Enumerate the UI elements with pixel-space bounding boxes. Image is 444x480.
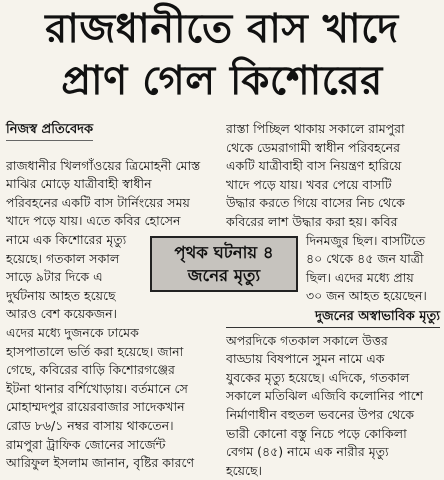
text-line: রামপুরা ট্রাফিক জোনের সার্জেন্ট <box>6 436 166 452</box>
text-line: থেকে ডেমরাগামী স্বাধীন পরিবহনের <box>226 139 400 155</box>
text-line: পরিবহনের একটি বাস টার্নিংয়ের সময় <box>6 194 190 210</box>
text-line: যুবকের মৃত্যু হয়েছে। এদিকে, গতকাল <box>226 369 410 385</box>
text-line: রোড ৮৬/১ নম্বর বাসায় থাকতেন। <box>6 417 174 433</box>
text-line: ৪০ থেকে ৪৫ জন যাত্রী <box>306 251 424 267</box>
text-line: সাড়ে ৯টার দিকে এ <box>6 269 103 285</box>
pull-quote-line-1: পৃথক ঘটনায় ৪ <box>174 243 274 262</box>
text-line: বাড্ডায় বিষপানে সুমন নামে এক <box>226 351 385 367</box>
left-column-text <box>6 157 216 473</box>
text-line: খাদে পড়ে যায়। এতে কবির হোসেন <box>6 213 181 229</box>
text-line: এদের মধ্যে দুজনকে ঢামেক <box>6 324 139 340</box>
text-line: কবিরের লাশ উদ্ধার করা হয়। কবির <box>226 213 398 229</box>
text-line: সকালে মতিঝিল এজিবি কলোনির পাশে <box>226 388 424 404</box>
text-line: দিনমজুর ছিল। বাসটিতে <box>306 232 426 248</box>
text-line: ছিল। এদের মধ্যে প্রায় <box>306 269 414 285</box>
text-line: রাস্তা পিচ্ছিল থাকায় সকালে রামপুরা <box>226 121 405 136</box>
right-column <box>226 120 440 480</box>
text-line: উদ্ধার করতে গিয়ে বাসের নিচ থেকে <box>226 195 405 211</box>
text-line: একটি যাত্রীবাহী বাস নিয়ন্ত্রণ হারিয়ে <box>226 158 402 174</box>
text-line: রাজধানীর খিলগাঁওয়ের ত্রিমোহনী মোস্ত <box>6 157 201 173</box>
text-line: হয়েছে। <box>226 462 263 478</box>
reporter-byline: নিজস্ব প্রতিবেদক <box>6 121 93 141</box>
subheading: দুজনের অস্বাভাবিক মৃত্যু <box>226 308 440 328</box>
text-line: বেগম (৪৫) নামে এক নারীর মৃত্যু <box>226 444 389 460</box>
text-line: মোহাম্মদপুর রায়েরবাজার সাদেকখান <box>6 399 185 415</box>
text-line: অপরদিকে গতকাল সকালে উত্তর <box>226 332 388 348</box>
pull-quote-line-2: জনের মৃত্যু <box>187 266 261 285</box>
text-line: ভারী কোনো বস্তু নিচে পড়ে কোকিলা <box>226 425 407 441</box>
text-line: ইটনা থানার বর্শিখোড়ায়। বর্তমানে সে <box>6 380 188 396</box>
text-line: দুর্ঘটনায় আহত হয়েছে <box>6 287 116 303</box>
text-line: ৩০ জন আহত হয়েছেন। <box>306 288 427 304</box>
text-line: মাঝির মোড়ে যাত্রীবাহী স্বাধীন <box>6 176 152 192</box>
headline-line-2: প্রাণ গেল কিশোরের <box>61 58 383 104</box>
text-line: আরও বেশ কয়েকজন। <box>6 306 118 322</box>
headline-line-1: রাজধানীতে বাস খাদে <box>45 6 399 52</box>
left-column <box>6 120 216 473</box>
text-line: খাদে পড়ে যায়। খবর পেয়ে বাসটি <box>226 176 392 192</box>
text-line: নির্মাণাধীন বহুতল ভবনের উপর থেকে <box>226 406 415 422</box>
text-line: আরিফুল ইসলাম জানান, বৃষ্টির কারণে <box>6 455 195 471</box>
text-line: গেছে, কবিরের বাড়ি কিশোরগঞ্জের <box>6 362 175 378</box>
text-line: নামে এক কিশোরের মৃত্যু <box>6 231 127 247</box>
text-line: হয়েছে। গতকাল সকাল <box>6 250 120 266</box>
text-line: হাসপাতালে ভর্তি করা হয়েছে। জানা <box>6 343 184 359</box>
